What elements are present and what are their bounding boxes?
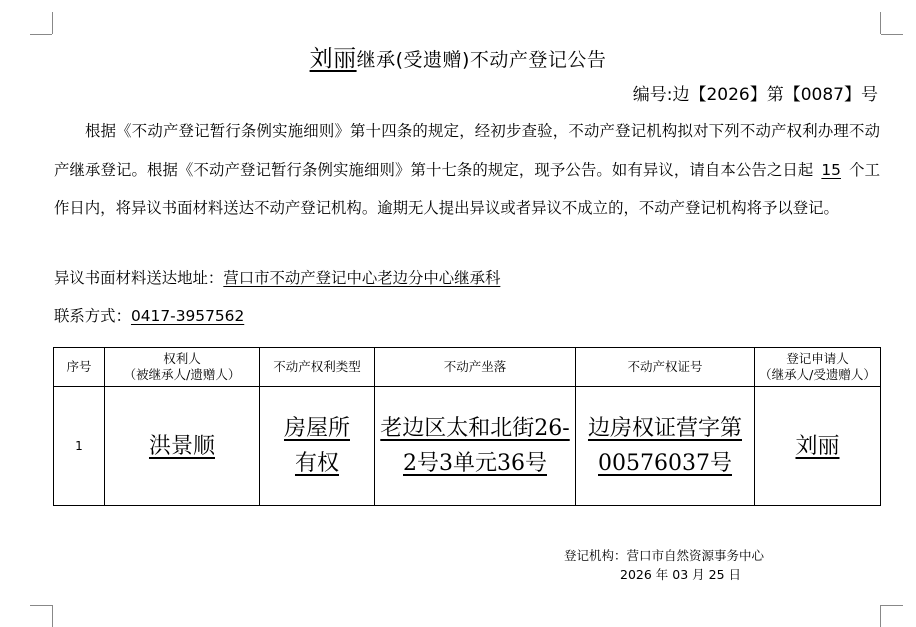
registration-authority: 登记机构：营口市自然资源事务中心 (564, 548, 765, 563)
title-suffix: 继承(受遗赠)不动产登记公告 (356, 49, 607, 71)
cell-holder (105, 387, 260, 506)
announcement-date: 2026 年 03 月 25 日 (620, 567, 741, 582)
crop-mark-top-left-h (30, 34, 52, 35)
document-number: 编号:边【2026】第【0087】号 (632, 85, 878, 105)
header-applicant-line1: 登记申请人 (786, 351, 849, 366)
announcement-title (0, 40, 916, 73)
crop-mark-bottom-left-h (30, 605, 52, 606)
contact-label: 联系方式： (54, 307, 131, 325)
applicant-name: 刘丽 (795, 433, 840, 459)
header-holder-line2: （被继承人/遗赠人） (123, 367, 241, 382)
crop-mark-top-left-v (52, 12, 53, 34)
header-holder (105, 348, 260, 387)
crop-mark-top-right-v (880, 12, 881, 34)
crop-mark-bottom-left-v (52, 605, 53, 627)
table-row (54, 387, 881, 506)
contact-line (54, 304, 244, 326)
table-header-row (54, 348, 881, 387)
cert-no-value: 边房权证营字第00576037号 (587, 416, 742, 476)
title-applicant-name: 刘丽 (309, 46, 357, 72)
header-seq: 序号 (54, 348, 105, 387)
announcement-body (54, 112, 880, 228)
body-part-2: 个工作日内，将异议书面材料送达不动产登记机构。逾期无人提出异议或者异议不成立的，不动产登记机构将予以登记。 (54, 160, 880, 217)
registration-table (53, 347, 881, 506)
crop-mark-top-right-h (881, 34, 903, 35)
crop-mark-bottom-right-v (880, 605, 881, 627)
objection-days: 15 (821, 160, 841, 179)
cell-applicant (755, 387, 881, 506)
cell-cert-no (576, 387, 755, 506)
cell-location (375, 387, 576, 506)
body-part-1: 根据《不动产登记暂行条例实施细则》第十四条的规定，经初步查验，不动产登记机构拟对下列不动产权利办理不动产继承登记。根据《不动产登记暂行条例实施细则》第十七条的规定，现予公告。如有异议，请自本公告之日起 (54, 122, 880, 179)
header-holder-line1: 权利人 (163, 351, 201, 366)
cell-seq: 1 (54, 387, 105, 506)
header-location: 不动产坐落 (375, 348, 576, 387)
header-applicant (755, 348, 881, 387)
crop-mark-bottom-right-h (881, 605, 903, 606)
objection-address-line (54, 266, 500, 288)
cell-right-type (260, 387, 375, 506)
right-type-value: 房屋所有权 (283, 416, 350, 476)
holder-name: 洪景顺 (148, 433, 215, 459)
contact-value: 0417-3957562 (130, 307, 245, 325)
address-label: 异议书面材料送达地址： (54, 269, 224, 287)
header-right-type: 不动产权利类型 (260, 348, 375, 387)
location-value: 老边区太和北街26-2号3单元36号 (380, 416, 570, 476)
header-applicant-line2: （继承人/受遗赠人） (759, 367, 876, 382)
header-cert-no: 不动产权证号 (576, 348, 755, 387)
address-value: 营口市不动产登记中心老边分中心继承科 (223, 269, 501, 287)
